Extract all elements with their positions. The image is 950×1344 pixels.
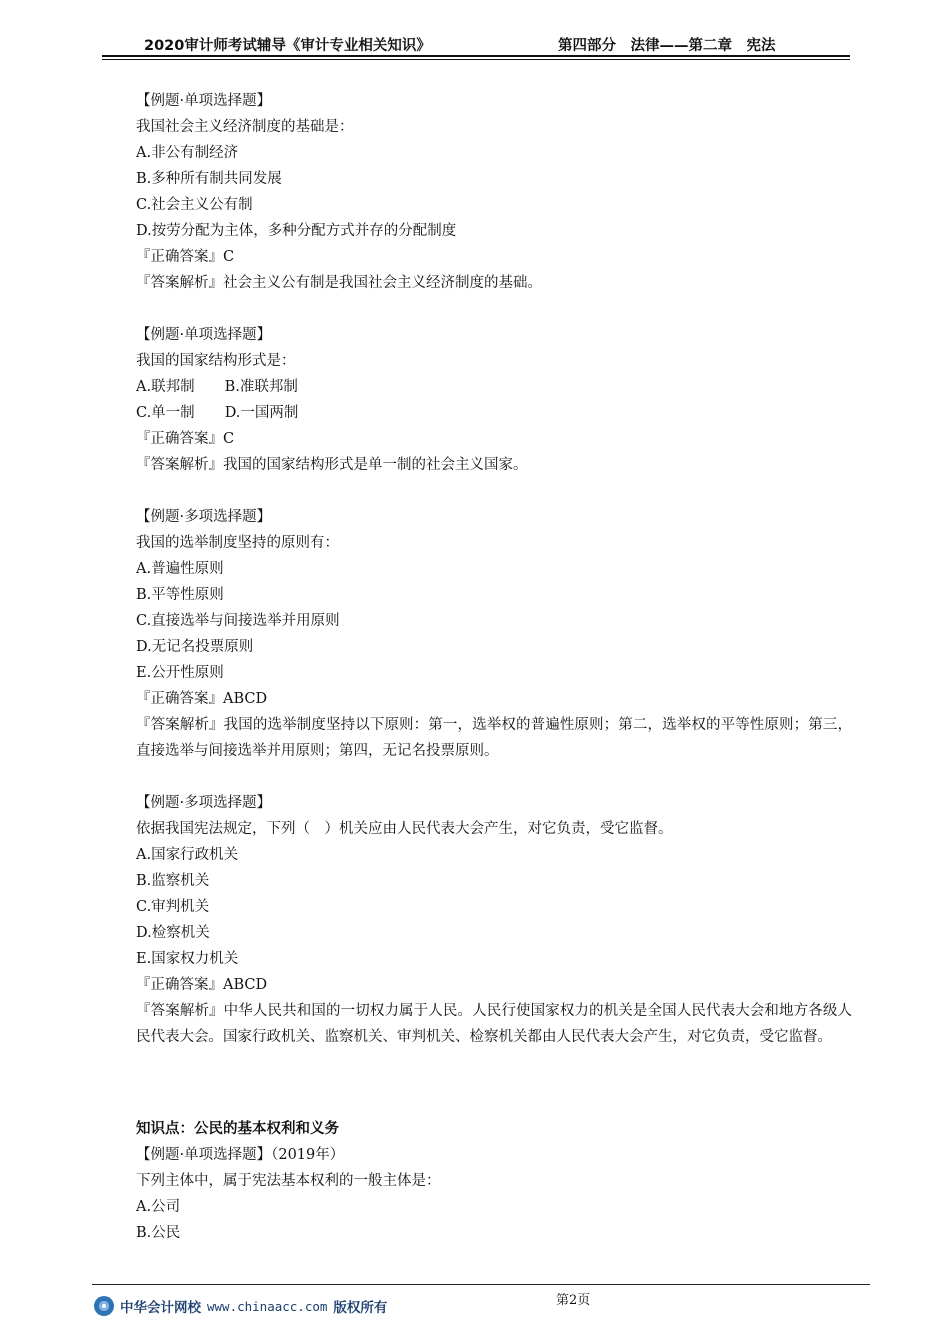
option-d: D.无记名投票原则 [136, 639, 254, 655]
question-year: （2019年） [271, 1147, 345, 1163]
option-d: D.检察机关 [136, 925, 210, 941]
header-chapter-title: 第四部分 法律——第二章 宪法 [558, 38, 776, 54]
option-b: B.公民 [136, 1225, 181, 1241]
option-d: D.按劳分配为主体，多种分配方式并存的分配制度 [136, 223, 457, 239]
correct-answer: 『正确答案』ABCD [136, 691, 268, 707]
option-c: C.直接选举与间接选举并用原则 [136, 613, 340, 629]
question-title: 【例题·单项选择题】 [136, 327, 272, 343]
option-c: C.审判机关 [136, 899, 210, 915]
option-b: B.监察机关 [136, 873, 210, 889]
footer-brand [94, 1296, 387, 1316]
correct-answer: 『正确答案』C [136, 249, 235, 265]
question-title: 【例题·多项选择题】 [136, 795, 272, 811]
copyright-text: 版权所有 [333, 1300, 388, 1316]
brand-name: 中华会计网校 [120, 1300, 201, 1316]
logo-icon [94, 1296, 114, 1316]
correct-answer: 『正确答案』C [136, 431, 235, 447]
question-stem: 依据我国宪法规定，下列（ ）机关应由人民代表大会产生，对它负责，受它监督。 [136, 821, 673, 837]
question-title: 【例题·单项选择题】 [136, 1147, 272, 1163]
page-header [102, 34, 850, 56]
option-row-cd [136, 400, 852, 426]
option-b: B.准联邦制 [224, 379, 298, 395]
option-a: A.普遍性原则 [136, 561, 224, 577]
document-body [136, 88, 852, 1246]
answer-analysis: 『答案解析』中华人民共和国的一切权力属于人民。人民行使国家权力的机关是全国人民代表大会和地方各级人民代表大会。国家行政机关、监察机关、审判机关、检察机关都由人民代表大会产生，对它负责，受它监督。 [136, 1003, 852, 1045]
option-a: A.联邦制 [136, 379, 195, 395]
correct-answer: 『正确答案』ABCD [136, 977, 268, 993]
question-5 [136, 1142, 852, 1246]
header-rule-thin [102, 59, 850, 60]
answer-analysis: 『答案解析』我国的国家结构形式是单一制的社会主义国家。 [136, 457, 528, 473]
option-a: A.国家行政机关 [136, 847, 239, 863]
header-rule-thick [102, 55, 850, 57]
option-a: A.非公有制经济 [136, 145, 239, 161]
page-number: 第2页 [556, 1293, 591, 1308]
knowledge-point-heading: 知识点：公民的基本权利和义务 [136, 1121, 339, 1137]
option-row-ab [136, 374, 852, 400]
question-title: 【例题·单项选择题】 [136, 93, 272, 109]
question-stem: 我国的国家结构形式是： [136, 353, 296, 369]
option-b: B.多种所有制共同发展 [136, 171, 282, 187]
option-d: D.一国两制 [224, 405, 299, 421]
answer-analysis: 『答案解析』我国的选举制度坚持以下原则：第一，选举权的普遍性原则；第二，选举权的平等性原则；第三，直接选举与间接选举并用原则；第四，无记名投票原则。 [136, 717, 852, 759]
question-stem: 我国社会主义经济制度的基础是： [136, 119, 354, 135]
question-stem: 我国的选举制度坚持的原则有： [136, 535, 339, 551]
option-c: C.社会主义公有制 [136, 197, 253, 213]
option-c: C.单一制 [136, 405, 195, 421]
header-book-title: 2020审计师考试辅导《审计专业相关知识》 [144, 38, 431, 54]
question-stem: 下列主体中，属于宪法基本权利的一般主体是： [136, 1173, 441, 1189]
question-4 [136, 790, 852, 1050]
question-title-row [136, 1142, 852, 1168]
option-e: E.国家权力机关 [136, 951, 239, 967]
question-title: 【例题·多项选择题】 [136, 509, 272, 525]
option-e: E.公开性原则 [136, 665, 224, 681]
option-b: B.平等性原则 [136, 587, 224, 603]
answer-analysis: 『答案解析』社会主义公有制是我国社会主义经济制度的基础。 [136, 275, 542, 291]
option-a: A.公司 [136, 1199, 181, 1215]
question-1 [136, 88, 852, 296]
footer-rule [92, 1284, 870, 1285]
brand-url[interactable]: www.chinaacc.com [207, 1298, 328, 1314]
question-2 [136, 322, 852, 478]
question-3 [136, 504, 852, 764]
